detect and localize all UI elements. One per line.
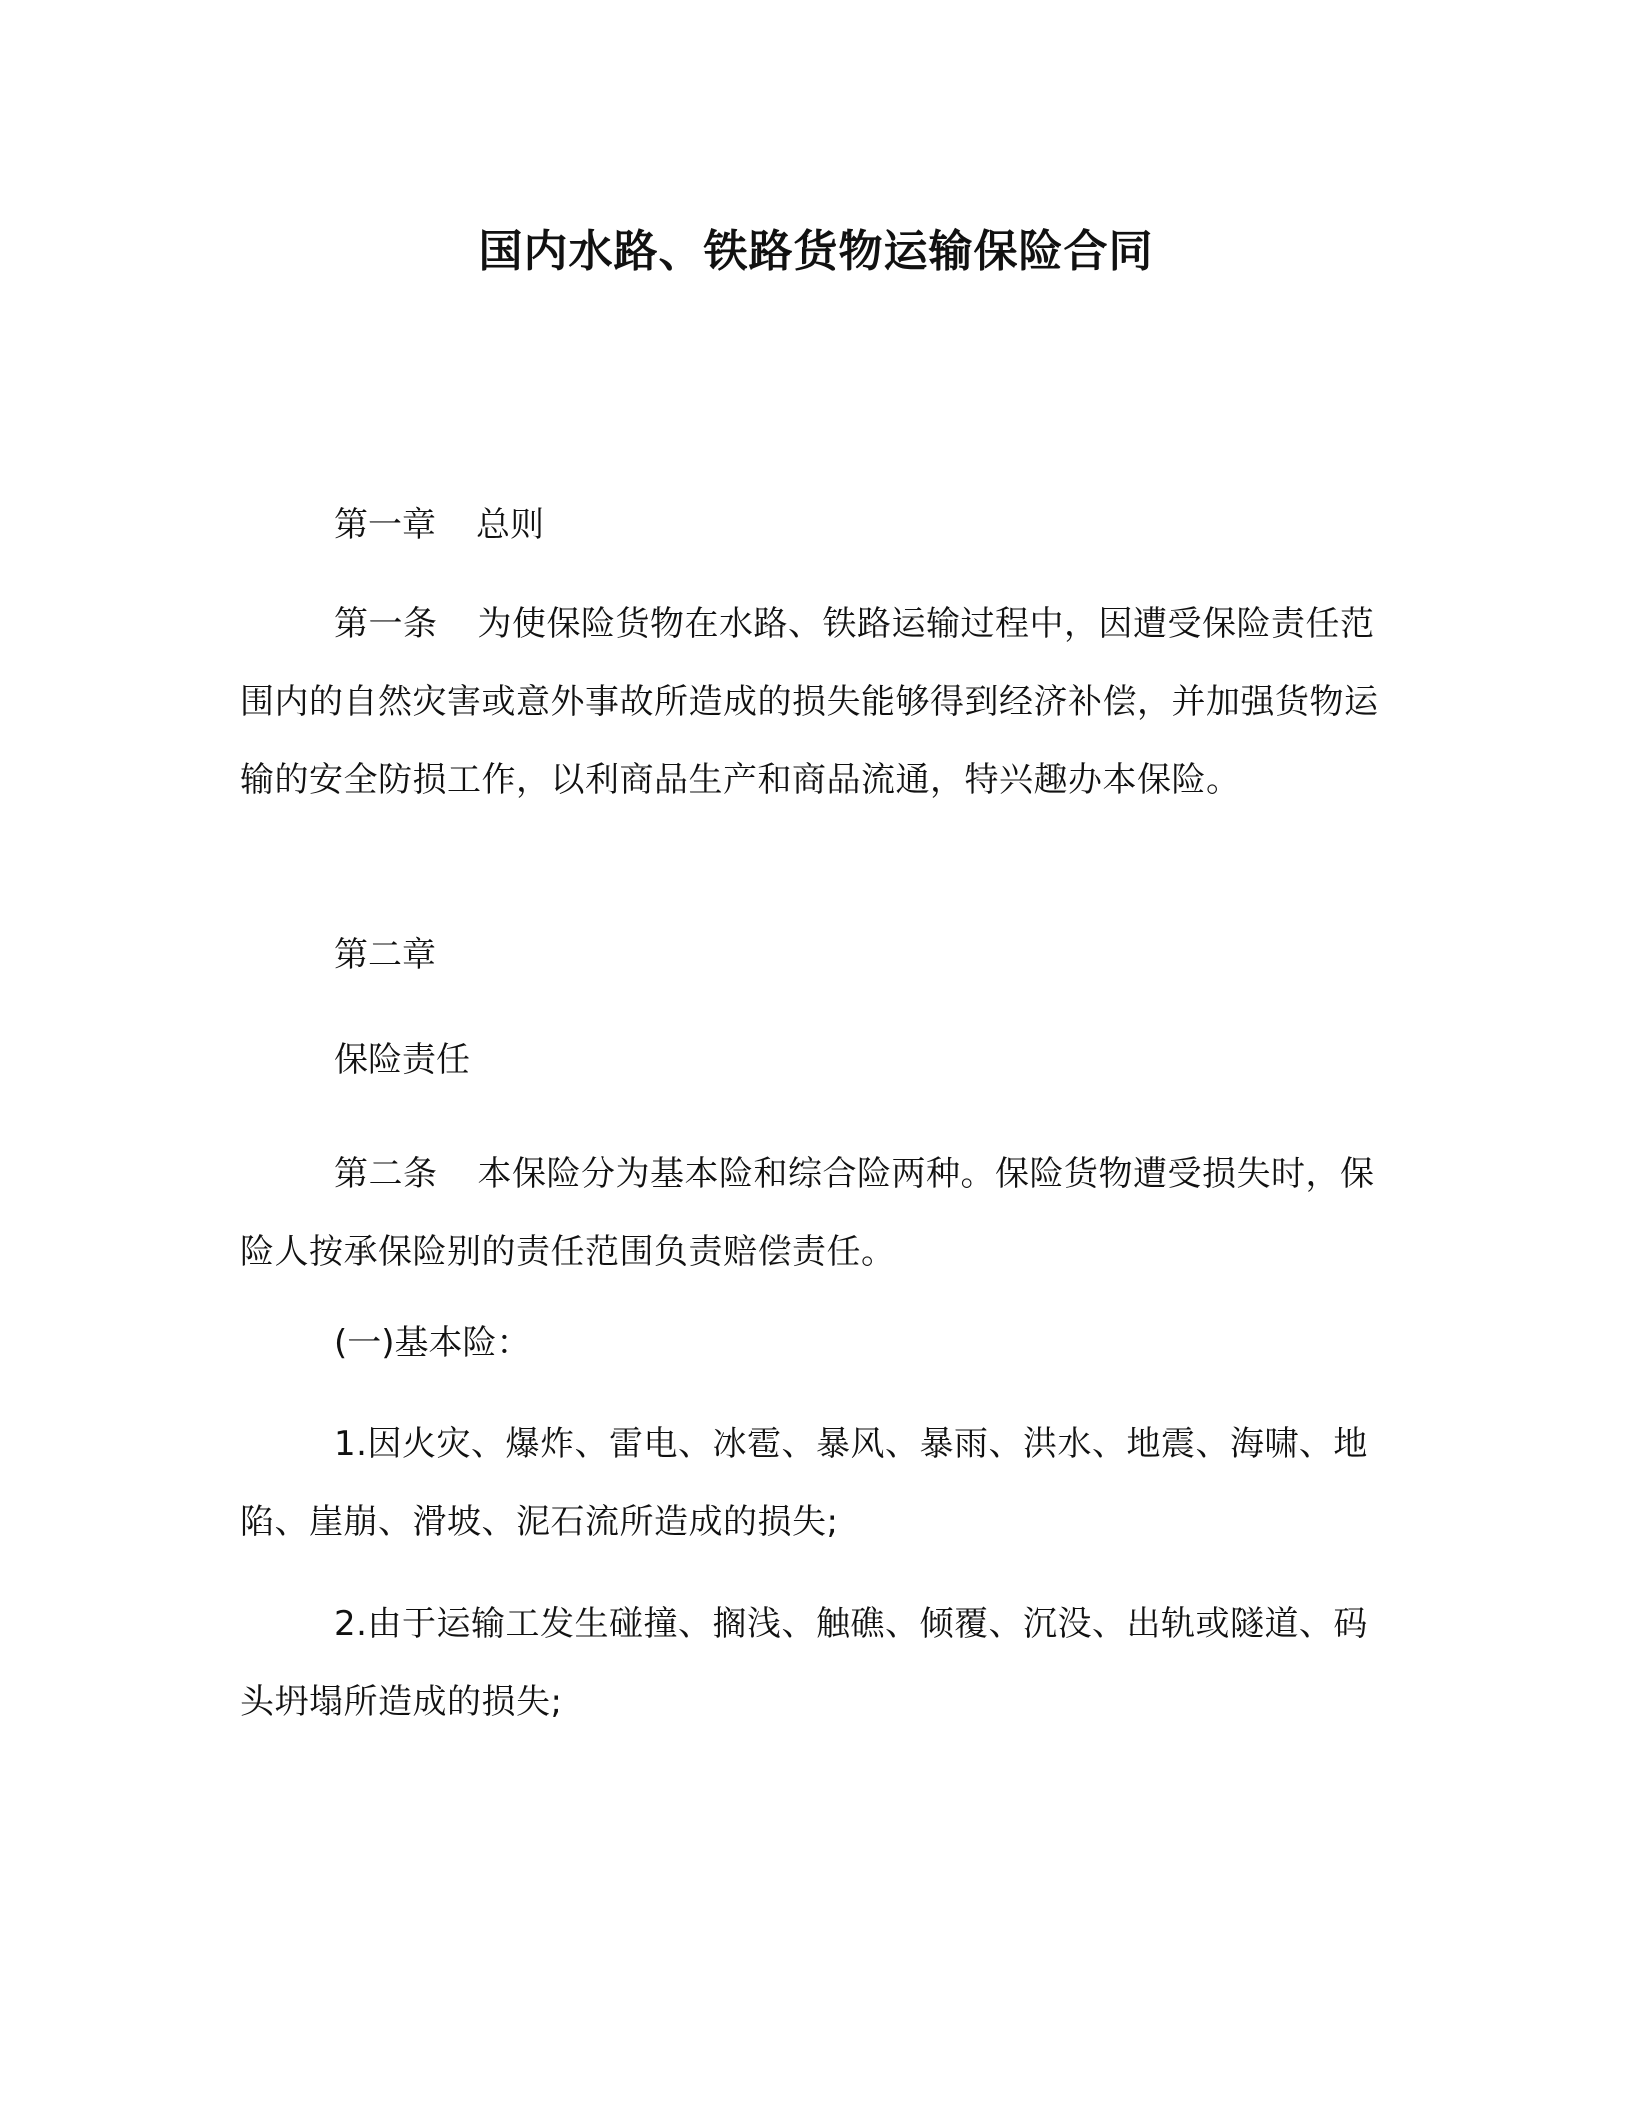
article-1-text: 为使保险货物在水路、铁路运输过程中，因遭受保险责任范围内的自然灾害或意外事故所造成的损失能够得到经济补偿，并加强货物运输的安全防损工作，以利商品生产和商品流通，特兴趣办本保险。 xyxy=(240,604,1379,800)
article-2-text: 本保险分为基本险和综合险两种。保险货物遭受损失时，保险人按承保险别的责任范围负责赔偿责任。 xyxy=(240,1154,1375,1272)
article-2-label: 第二条 xyxy=(334,1154,438,1194)
chapter-1-name: 总则 xyxy=(476,505,544,545)
chapter-2-name: 保险责任 xyxy=(334,1040,470,1080)
article-1 xyxy=(240,585,1400,819)
document-title: 国内水路、铁路货物运输保险合同 xyxy=(478,226,1154,277)
list-item-2: 2.由于运输工发生碰撞、搁浅、触礁、倾覆、沉没、出轨或隧道、码头坍塌所造成的损失; xyxy=(240,1604,1368,1722)
chapter-2-heading: 第二章 xyxy=(334,935,436,975)
basic-insurance-heading: (一)基本险： xyxy=(334,1323,531,1363)
article-2 xyxy=(240,1135,1400,1291)
list-item-1: 1.因火灾、爆炸、雷电、冰雹、暴风、暴雨、洪水、地震、海啸、地陷、崖崩、滑坡、泥石流所造成的损失; xyxy=(240,1424,1368,1542)
article-1-label: 第一条 xyxy=(334,604,438,644)
chapter-1-label: 第一章 xyxy=(334,505,436,545)
chapter-1-heading xyxy=(334,500,544,550)
